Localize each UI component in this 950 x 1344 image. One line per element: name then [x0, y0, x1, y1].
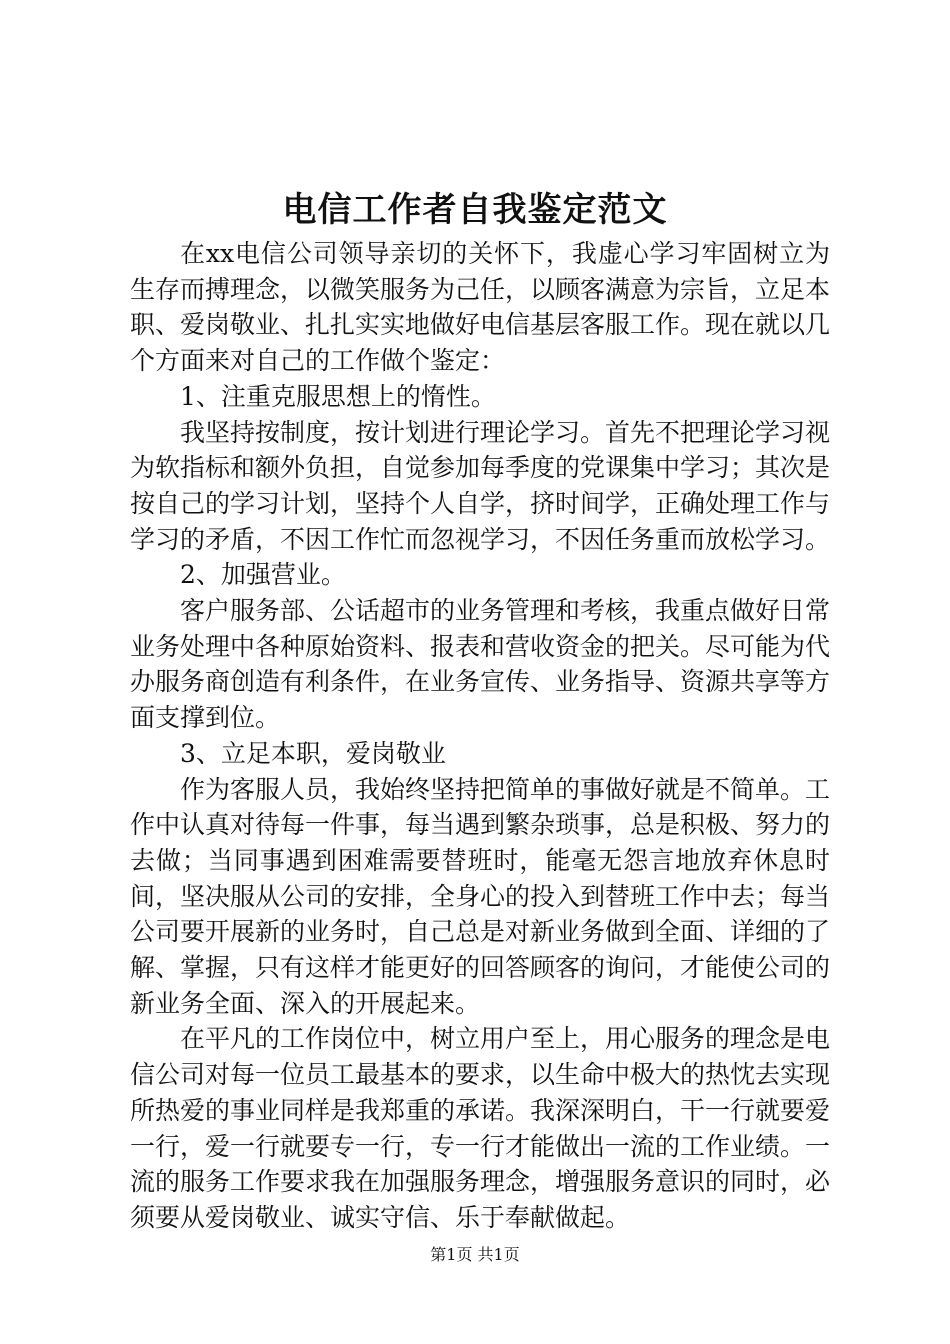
paragraph-dedication: 作为客服人员，我始终坚持把简单的事做好就是不简单。工作中认真对待每一件事，每当遇到繁杂琐事，总是积极、努力的去做；当同事遇到困难需要替班时，能毫无怨言地放弃休息时间，坚决服从公司的安排，全身心的投入到替班工作中去；每当公司要开展新的业务时，自己总是对新业务做到全面、详细的了解、掌握，只有这样才能更好的回答顾客的询问，才能使公司的新业务全面、深入的开展起来。: [130, 774, 831, 1018]
paragraph-intro: 在xx电信公司领导亲切的关怀下，我虚心学习牢固树立为生存而搏理念，以微笑服务为己任，以顾客满意为宗旨，立足本职、爱岗敬业、扎扎实实地做好电信基层客服工作。现在就以几个方面来对自己的工作做个鉴定：: [130, 239, 831, 376]
document-title: 电信工作者自我鉴定范文: [282, 190, 668, 230]
page-footer: 第1页 共1页: [430, 1245, 520, 1264]
paragraph-conclusion: 在平凡的工作岗位中，树立用户至上，用心服务的理念是电信公司对每一位员工最基本的要求，以生命中极大的热忱去实现所热爱的事业同样是我郑重的承诺。我深深明白，干一行就要爱一行，爱一行就要专一行，专一行才能做出一流的工作业绩。一流的服务工作要求我在加强服务理念，增强服务意识的同时，必须要从爱岗敬业、诚实守信、乐于奉献做起。: [130, 1024, 831, 1232]
paragraph-study: 我坚持按制度，按计划进行理论学习。首先不把理论学习视为软指标和额外负担，自觉参加每季度的党课集中学习；其次是按自己的学习计划，坚持个人自学，挤时间学，正确处理工作与学习的矛盾，不因工作忙而忽视学习，不因任务重而放松学习。: [130, 417, 831, 554]
section-heading-1: 1、注重克服思想上的惰性。: [180, 381, 496, 411]
section-heading-2: 2、加强营业。: [180, 560, 346, 590]
section-heading-3: 3、立足本职，爱岗敬业: [180, 738, 446, 768]
document-body: [130, 236, 830, 1236]
paragraph-business: 客户服务部、公话超市的业务管理和考核，我重点做好日常业务处理中各种原始资料、报表和营收资金的把关。尽可能为代办服务商创造有利条件，在业务宣传、业务指导、资源共享等方面支撑到位。: [130, 596, 831, 733]
